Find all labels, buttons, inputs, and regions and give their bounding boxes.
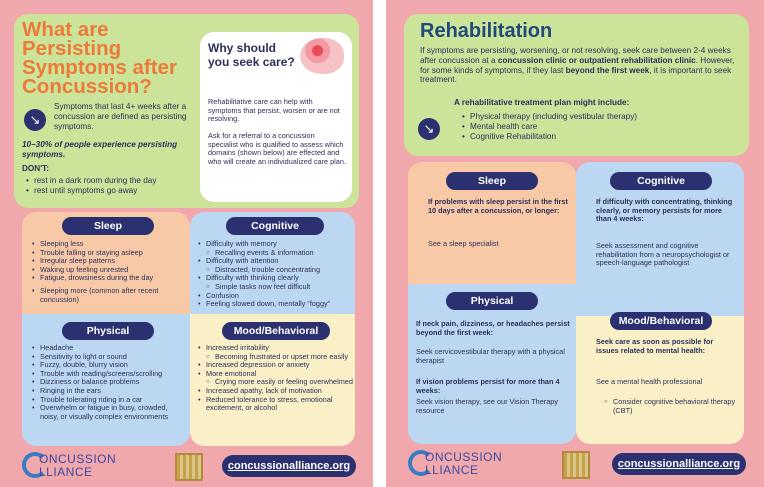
mood-action: See a mental health professional bbox=[596, 377, 703, 386]
rehabilitation-panel bbox=[404, 14, 749, 156]
list-item: ○ Crying more easily or feeling overwhelmed bbox=[198, 378, 353, 387]
list-item: ○ Consider cognitive behavioral therapy (CBT) bbox=[596, 398, 736, 415]
list-item: ○ Distracted, trouble concentrating bbox=[198, 266, 353, 275]
physical-heading: Physical bbox=[446, 292, 538, 310]
why-title: Why should you seek care? bbox=[208, 41, 295, 69]
list-item: • Sleeping more (common after recent concussion) bbox=[32, 287, 182, 304]
qr-code bbox=[562, 451, 590, 479]
plan-list bbox=[462, 112, 722, 142]
why-paragraph-2: Ask for a referral to a concussion specialist who is qualified to assess which domains (shown below) are effected and who will create an individualized care plan. bbox=[208, 131, 346, 166]
concussion-alliance-logo: ONCUSSION LLIANCE bbox=[22, 452, 142, 482]
persisting-symptoms-panel bbox=[14, 14, 359, 208]
list-item: • Headache bbox=[32, 344, 187, 353]
sleep-condition: If problems with sleep persist in the first 10 days after a concussion, or longer: bbox=[428, 197, 568, 215]
list-item: • Sensitivity to light or sound bbox=[32, 353, 187, 362]
left-page bbox=[0, 0, 373, 487]
list-item: • Dizziness or balance problems bbox=[32, 378, 187, 387]
list-item: • Confusion bbox=[198, 292, 353, 301]
list-item: • rest in a dark room during the day bbox=[26, 176, 206, 186]
why-paragraph-1: Rehabilitative care can help with symptoms that persist, worsen or are not resolving. bbox=[208, 97, 340, 124]
mood-heading: Mood/Behavioral bbox=[610, 312, 712, 330]
page-title: Rehabilitation bbox=[420, 20, 553, 42]
cognitive-action: Seek assessment and cognitive rehabilitation from a neuropsychologist or speech-language pathologist bbox=[596, 241, 730, 268]
why-seek-care-box bbox=[200, 32, 352, 202]
arrow-icon: ↘ bbox=[24, 109, 46, 131]
brain-icon bbox=[300, 38, 344, 74]
list-item: • Sleeping less bbox=[32, 240, 187, 249]
sleep-extra-list bbox=[32, 287, 182, 304]
qr-code bbox=[175, 453, 203, 481]
physical-condition-2: If vision problems persist for more than 4 weeks: bbox=[416, 377, 560, 395]
list-item: • Difficulty with attention bbox=[198, 257, 353, 266]
list-item: • Ringing in the ears bbox=[32, 387, 187, 396]
dont-list bbox=[26, 176, 206, 196]
list-item: • Reduced tolerance to stress, emotional excitement, or alcohol bbox=[198, 396, 353, 413]
list-item: • Mental health care bbox=[462, 122, 722, 132]
list-item: • More emotional bbox=[198, 370, 353, 379]
cognitive-list bbox=[198, 240, 353, 309]
stat-text: 10–30% of people experience persisting symptoms. bbox=[22, 140, 178, 159]
plan-heading: A rehabilitative treatment plan might include: bbox=[454, 98, 630, 107]
arrow-icon: ↘ bbox=[418, 118, 440, 140]
physical-action-2: Seek vision therapy, see our Vision Therapy resource bbox=[416, 397, 558, 415]
list-item: • rest until symptoms go away bbox=[26, 186, 206, 196]
list-item: ○ Simple tasks now feel difficult bbox=[198, 283, 353, 292]
physical-heading: Physical bbox=[62, 322, 154, 340]
list-item: • Trouble with reading/screens/scrolling bbox=[32, 370, 187, 379]
dont-label: DON'T: bbox=[22, 164, 49, 173]
list-item: • Physical therapy (including vestibular therapy) bbox=[462, 112, 722, 122]
list-item: ○ Recalling events & information bbox=[198, 249, 353, 258]
sleep-action: See a sleep specialist bbox=[428, 239, 499, 248]
list-item: • Cognitive Rehabilitation bbox=[462, 132, 722, 142]
list-item: • Trouble tolerating riding in a car bbox=[32, 396, 187, 405]
list-item: • Increased irritability bbox=[198, 344, 353, 353]
list-item: • Increased depression or anxiety bbox=[198, 361, 353, 370]
list-item: • Feeling slowed down, mentally “foggy” bbox=[198, 300, 353, 309]
cognitive-heading: Cognitive bbox=[610, 172, 712, 190]
intro-text: If symptoms are persisting, worsening, or not resolving, seek care between 2-4 weeks after concussion at a concussion clinic or outpatient rehabilitation clinic. However, for some kinds of symptoms, if they last beyond the first week, it is important to seek treatment. bbox=[420, 46, 735, 85]
mood-quadrant bbox=[576, 316, 744, 444]
sleep-heading: Sleep bbox=[446, 172, 538, 190]
list-item: • Trouble falling or staying asleep bbox=[32, 249, 187, 258]
list-item: • Difficulty with memory bbox=[198, 240, 353, 249]
sleep-heading: Sleep bbox=[62, 217, 154, 235]
physical-condition-1: If neck pain, dizziness, or headaches persist beyond the first week: bbox=[416, 319, 570, 337]
cognitive-heading: Cognitive bbox=[226, 217, 324, 235]
right-page bbox=[386, 0, 764, 487]
list-item: • Overwhelm or fatigue in busy, crowded, noisy, or visually complex environments bbox=[32, 404, 187, 421]
website-link[interactable]: concussionalliance.org bbox=[222, 455, 356, 477]
list-item: • Fatigue, drowsiness during the day bbox=[32, 274, 187, 283]
website-link[interactable]: concussionalliance.org bbox=[612, 453, 746, 475]
list-item: • Waking up feeling unrested bbox=[32, 266, 187, 275]
sleep-list bbox=[32, 240, 187, 283]
list-item: ○ Becoming frustrated or upset more easily bbox=[198, 353, 353, 362]
list-item: • Irregular sleep patterns bbox=[32, 257, 187, 266]
mood-heading: Mood/Behavioral bbox=[222, 322, 330, 340]
mood-condition: Seek care as soon as possible for issues related to mental health: bbox=[596, 337, 714, 355]
mood-list bbox=[198, 344, 353, 413]
physical-list bbox=[32, 344, 187, 421]
mood-list bbox=[596, 398, 736, 415]
cognitive-condition: If difficulty with concentrating, thinking clearly, or memory persists for more than 4 weeks: bbox=[596, 197, 733, 224]
page-title: What are Persisting Symptoms after Concussion? bbox=[22, 18, 177, 98]
concussion-alliance-logo: ONCUSSION LLIANCE bbox=[408, 450, 528, 480]
physical-action-1: Seek cervicovestibular therapy with a physical therapist bbox=[416, 347, 565, 365]
definition-text: Symptoms that last 4+ weeks after a concussion are defined as persisting symptoms. bbox=[54, 102, 187, 131]
list-item: • Increased apathy, lack of motivation bbox=[198, 387, 353, 396]
list-item: • Fuzzy, double, blurry vision bbox=[32, 361, 187, 370]
list-item: • Difficulty with thinking clearly bbox=[198, 274, 353, 283]
